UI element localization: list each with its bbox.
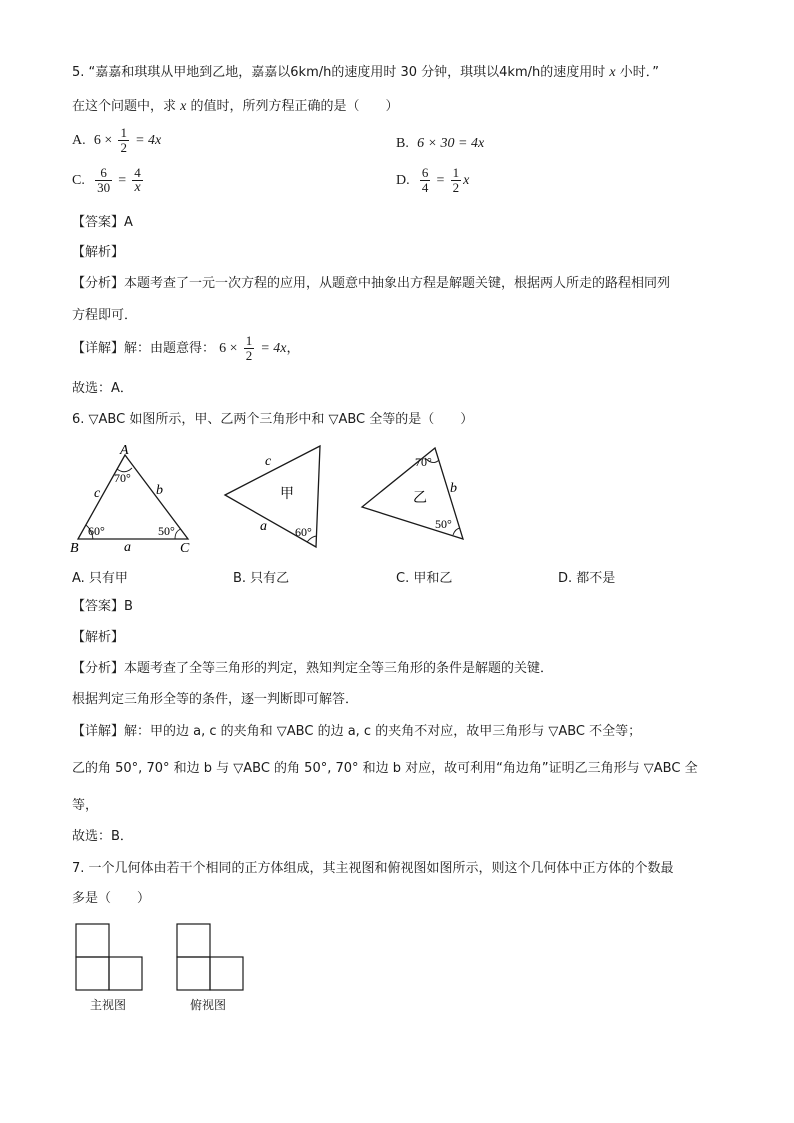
q5-stem-line1: 5. “嘉嘉和琪琪从甲地到乙地，嘉嘉以6km/h的速度用时 30 分钟，琪琪以4km/h的速度用时 x 小时．” bbox=[72, 65, 659, 80]
q6-detail-line2: 乙的角 50°, 70° 和边 b 与 ▽ABC 的角 50°, 70° 和边 b 对应，故可利用“角边角”证明乙三角形与 ▽ABC 全 bbox=[72, 761, 698, 776]
q5-analysis-heading: 【解析】 bbox=[72, 245, 125, 260]
q5-conclusion: 故选：A． bbox=[72, 381, 133, 396]
q7-top-view bbox=[175, 922, 247, 994]
q7-top-view-caption: 俯视图 bbox=[190, 998, 227, 1012]
side-b-label: b bbox=[156, 483, 163, 498]
jia-side-a-label: a bbox=[260, 519, 267, 534]
side-c-label: c bbox=[94, 486, 101, 501]
q6-analysis-line2: 根据判定三角形全等的条件，逐一判断即可解答． bbox=[72, 692, 359, 707]
q5-option-d: D. $\frac{6}{4}$ = $\frac{1}{2}$ x bbox=[396, 165, 470, 195]
q6-option-d: D. 都不是 bbox=[558, 571, 616, 586]
q6-analysis-line1: 【分析】本题考查了全等三角形的判定，熟知判定全等三角形的条件是解题的关键． bbox=[72, 661, 554, 676]
angle-a-label: 70° bbox=[114, 471, 131, 485]
vertex-b-label: B bbox=[70, 541, 79, 556]
q6-option-a: A. 只有甲 bbox=[72, 571, 128, 586]
q6-analysis-heading: 【解析】 bbox=[72, 630, 125, 645]
q7-front-view bbox=[74, 922, 146, 994]
q7-front-view-caption: 主视图 bbox=[90, 998, 127, 1012]
q5-analysis-line2: 方程即可． bbox=[72, 308, 138, 323]
q5-option-a: A. 6 × $\frac{1}{2}$ = 4x bbox=[72, 125, 162, 155]
yi-angle1-label: 70° bbox=[415, 455, 432, 469]
angle-b-label: 60° bbox=[88, 524, 105, 538]
q6-option-b: B. 只有乙 bbox=[233, 571, 290, 586]
q6-triangle-abc bbox=[68, 440, 198, 556]
jia-angle-label: 60° bbox=[295, 525, 312, 539]
q6-answer: 【答案】B bbox=[72, 599, 133, 614]
q6-detail-line1: 【详解】解：甲的边 a, c 的夹角和 ▽ABC 的边 a, c 的夹角不对应，故甲三角形与 ▽ABC 不全等； bbox=[72, 724, 642, 739]
yi-angle2-label: 50° bbox=[435, 517, 452, 531]
q6-stem: 6. ▽ABC 如图所示，甲、乙两个三角形中和 ▽ABC 全等的是（ ） bbox=[72, 412, 474, 427]
q6-triangle-yi bbox=[355, 440, 470, 544]
vertex-a-label: A bbox=[120, 443, 129, 458]
q7-stem-line1: 7. 一个几何体由若干个相同的正方体组成，其主视图和俯视图如图所示，则这个几何体中正方体的个数最 bbox=[72, 861, 674, 876]
q6-option-c: C. 甲和乙 bbox=[396, 571, 453, 586]
q5-option-b: B. 6 × 30 = 4x bbox=[396, 136, 485, 151]
q5-analysis-line1: 【分析】本题考查了一元一次方程的应用，从题意中抽象出方程是解题关键，根据两人所走的路程相同列 bbox=[72, 276, 671, 291]
q7-stem-line2: 多是（ ） bbox=[72, 891, 151, 906]
yi-name-label: 乙 bbox=[413, 490, 427, 506]
jia-name-label: 甲 bbox=[280, 486, 294, 502]
q5-answer: 【答案】A bbox=[72, 215, 133, 230]
q5-detail: 【详解】解：由题意得： 6 × $\frac{1}{2}$ = 4x， bbox=[72, 333, 300, 363]
q6-detail-line3: 等， bbox=[72, 798, 99, 813]
side-a-label: a bbox=[124, 540, 131, 555]
vertex-c-label: C bbox=[180, 541, 190, 556]
jia-side-c-label: c bbox=[265, 454, 272, 469]
q6-triangle-jia bbox=[220, 440, 330, 552]
angle-c-label: 50° bbox=[158, 524, 175, 538]
yi-side-b-label: b bbox=[450, 481, 457, 496]
q6-conclusion: 故选：B． bbox=[72, 829, 133, 844]
q5-stem-line2: 在这个问题中，求 x 的值时，所列方程正确的是（ ） bbox=[72, 99, 399, 114]
q5-option-c: C. $\frac{6}{30}$ = $\frac{4}{x}$ bbox=[72, 165, 141, 195]
